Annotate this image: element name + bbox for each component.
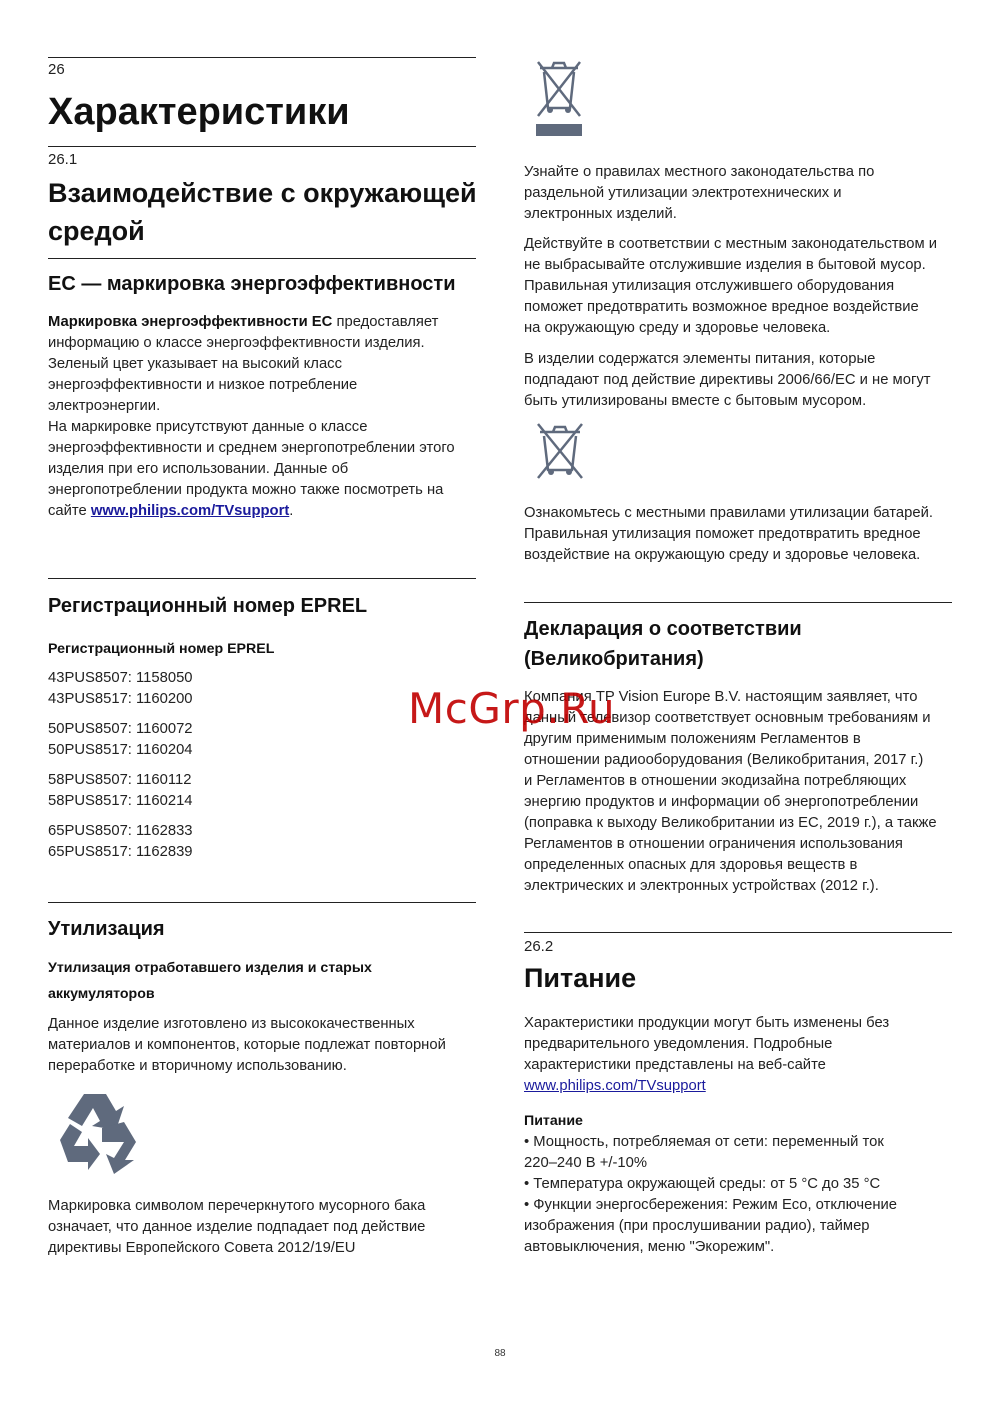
power-subheading: Питание bbox=[524, 1113, 583, 1129]
chapter-number: 26 bbox=[48, 61, 65, 78]
eprel-row: 58PUS8517: 1160214 bbox=[48, 793, 193, 809]
power-support-link[interactable]: www.philips.com/TVsupport bbox=[524, 1078, 706, 1094]
eprel-row: 58PUS8507: 1160112 bbox=[48, 772, 192, 788]
section-title-line2: средой bbox=[48, 216, 145, 246]
eu-rule bbox=[48, 258, 476, 259]
ukca-paragraph: Компания TP Vision Europe B.V. настоящим заявляет, что данный телевизор соответствует основным требованиям и другим применимым положениям Регламентов в отношении радиооборудования (Великобритания, 2017 г.) и Регламентов в отношении экодизайна потребляющих энергию продуктов и информации об энергопотреблении (поправка к выходу Великобритании из ЕС, 2019 г.), а также Регламентов в отношении ограничения использования определенных опасных для здоровья веществ в электрических и электронных устройствах (2012 г.). bbox=[524, 689, 937, 894]
eprel-row: 50PUS8507: 1160072 bbox=[48, 721, 193, 737]
eprel-subheading: Регистрационный номер EPREL bbox=[48, 641, 275, 657]
power-section-number: 26.2 bbox=[524, 938, 554, 955]
watermark: McGrp.Ru bbox=[408, 684, 616, 733]
section-number: 26.1 bbox=[48, 151, 78, 168]
disposal-rule bbox=[48, 902, 476, 903]
recycle-icon bbox=[54, 1088, 146, 1174]
power-rule bbox=[524, 932, 952, 933]
eprel-row: 43PUS8507: 1158050 bbox=[48, 670, 193, 686]
eu-label-heading: EC — маркировка энергоэффективности bbox=[48, 273, 456, 295]
philips-support-link[interactable]: www.philips.com/TVsupport bbox=[90, 503, 290, 519]
crossed-bin-paragraph: Маркировка символом перечеркнутого мусорного бака означает, что данное изделие подпадает под действие директивы Европейского Совета 2012/19/EU bbox=[48, 1198, 426, 1256]
weee-paragraph-2: Действуйте в соответствии с местным законодательством и не выбрасывайте отслужившие изделия в бытовой мусор. Правильная утилизация отслужившего оборудования поможет предотвратить возможное вредное воздействие на окружающую среду и здоровье человека. bbox=[524, 236, 938, 336]
eu-label-paragraph: Маркировка энергоэффективности EC предоставляет информацию о классе энергоэффективности изделия. Зеленый цвет указывает на высокий класс энергоэффективности и низкое потребление электроэнергии. На маркировке присутствуют данные о классе энергоэффективности и среднем энергопотреблении этого изделия при его использовании. Данные об энергопотреблении продукта можно также посмотреть на сайте www.philips.com/TVsupport. bbox=[48, 314, 455, 519]
eprel-heading: Регистрационный номер EPREL bbox=[48, 595, 368, 617]
disposal-paragraph: Данное изделие изготовлено из высококачественных материалов и компонентов, которые подлежат повторной переработке и вторичному использованию. bbox=[48, 1016, 446, 1074]
section-rule bbox=[48, 146, 476, 147]
chapter-rule bbox=[48, 57, 476, 58]
battery-bin-icon bbox=[534, 422, 586, 480]
section-title-line1: Взаимодействие с окружающей bbox=[48, 178, 477, 208]
eprel-row: 65PUS8507: 1162833 bbox=[48, 823, 193, 839]
ukca-heading: Декларация о соответствии (Великобритания) bbox=[524, 618, 802, 670]
page-number: 88 bbox=[494, 1348, 506, 1359]
ukca-rule bbox=[524, 602, 952, 603]
eprel-row: 50PUS8517: 1160204 bbox=[48, 742, 193, 758]
disposal-subheading: Утилизация отработавшего изделия и старых аккумуляторов bbox=[48, 960, 372, 1002]
crossed-bin-icon bbox=[534, 58, 584, 138]
eprel-row: 43PUS8517: 1160200 bbox=[48, 691, 193, 707]
eprel-rule bbox=[48, 578, 476, 579]
power-paragraph: Характеристики продукции могут быть изменены без предварительного уведомления. Подробные характеристики представлены на веб-сайте www.philips.com/TVsupport bbox=[524, 1015, 890, 1094]
chapter-title: Характеристики bbox=[48, 91, 350, 133]
power-spec-list: • Мощность, потребляемая от сети: переменный ток 220–240 В +/-10% • Температура окружающей среды: от 5 °C до 35 °C • Функции энергосбережения: Режим Eco, отключение изображения (при прослушивании радио), таймер автовыключения, меню "Экорежим". bbox=[524, 1134, 897, 1255]
eprel-row: 65PUS8517: 1162839 bbox=[48, 844, 193, 860]
power-heading: Питание bbox=[524, 963, 637, 993]
weee-paragraph-1: Узнайте о правилах местного законодательства по раздельной утилизации электротехнических и электронных изделий. bbox=[524, 164, 875, 222]
eprel-list bbox=[48, 668, 193, 863]
eu-bold-term: Маркировка энергоэффективности EC bbox=[48, 314, 333, 330]
disposal-heading: Утилизация bbox=[48, 918, 165, 940]
weee-paragraph-3: В изделии содержатся элементы питания, которые подпадают под действие директивы 2006/66/EC и не могут быть утилизированы вместе с бытовым мусором. bbox=[524, 351, 931, 409]
battery-paragraph: Ознакомьтесь с местными правилами утилизации батарей. Правильная утилизация поможет предотвратить вредное воздействие на окружающую среду и здоровье человека. bbox=[524, 505, 933, 563]
